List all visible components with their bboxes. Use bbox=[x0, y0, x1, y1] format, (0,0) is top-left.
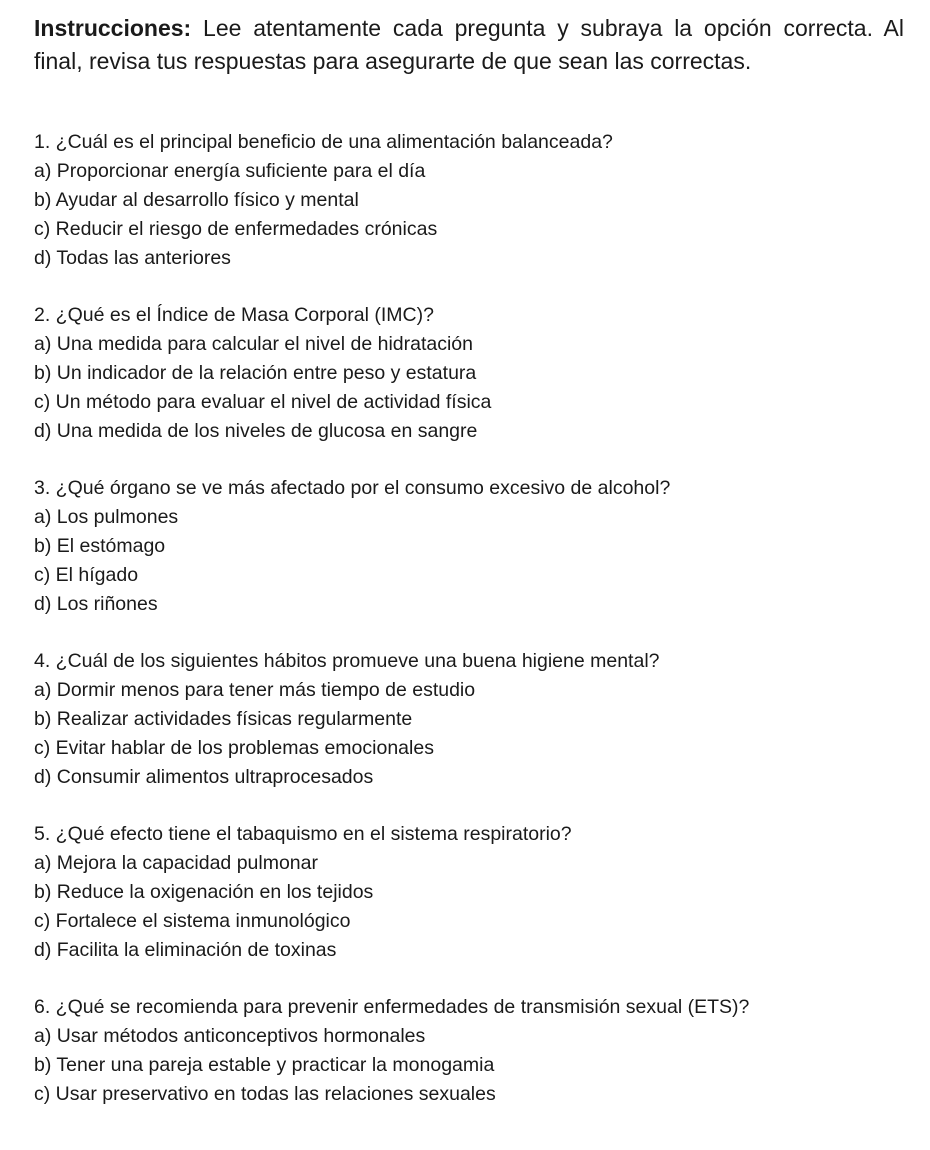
question-1-option-d[interactable]: d) Todas las anteriores bbox=[34, 247, 231, 269]
question-3-option-a[interactable]: a) Los pulmones bbox=[34, 506, 179, 528]
question-1-text: 1. ¿Cuál es el principal beneficio de una alimentación balanceada? bbox=[34, 131, 613, 153]
question-5-option-b[interactable]: b) Reduce la oxigenación en los tejidos bbox=[34, 881, 374, 903]
instructions-paragraph bbox=[34, 12, 904, 78]
question-3-option-c[interactable]: c) El hígado bbox=[34, 564, 139, 586]
question-5-option-c[interactable]: c) Fortalece el sistema inmunológico bbox=[34, 910, 351, 932]
instructions-label: Instrucciones: bbox=[34, 15, 192, 41]
question-6-option-c[interactable]: c) Usar preservativo en todas las relaciones sexuales bbox=[34, 1083, 496, 1105]
question-2-option-c[interactable]: c) Un método para evaluar el nivel de actividad física bbox=[34, 391, 492, 413]
question-2-option-d[interactable]: d) Una medida de los niveles de glucosa en sangre bbox=[34, 420, 478, 442]
question-5-option-a[interactable]: a) Mejora la capacidad pulmonar bbox=[34, 852, 318, 874]
question-4-option-c[interactable]: c) Evitar hablar de los problemas emocionales bbox=[34, 737, 434, 759]
question-6-option-a[interactable]: a) Usar métodos anticonceptivos hormonales bbox=[34, 1025, 426, 1047]
question-1-option-a[interactable]: a) Proporcionar energía suficiente para el día bbox=[34, 160, 426, 182]
question-6-text: 6. ¿Qué se recomienda para prevenir enfermedades de transmisión sexual (ETS)? bbox=[34, 996, 750, 1018]
question-2 bbox=[34, 301, 904, 446]
question-list bbox=[34, 128, 904, 1109]
question-4 bbox=[34, 647, 904, 792]
worksheet-page bbox=[34, 12, 904, 1137]
question-3-option-d[interactable]: d) Los riñones bbox=[34, 593, 158, 615]
question-4-option-d[interactable]: d) Consumir alimentos ultraprocesados bbox=[34, 766, 374, 788]
question-6 bbox=[34, 993, 904, 1109]
question-5 bbox=[34, 820, 904, 965]
instructions-text: Lee atentamente cada pregunta y subraya la opción correcta. Al final, revisa tus respuestas para asegurarte de que sean las correctas. bbox=[34, 15, 904, 74]
question-3 bbox=[34, 474, 904, 619]
question-3-text: 3. ¿Qué órgano se ve más afectado por el consumo excesivo de alcohol? bbox=[34, 477, 671, 499]
question-2-text: 2. ¿Qué es el Índice de Masa Corporal (IMC)? bbox=[34, 304, 434, 326]
question-4-text: 4. ¿Cuál de los siguientes hábitos promueve una buena higiene mental? bbox=[34, 650, 660, 672]
question-3-option-b[interactable]: b) El estómago bbox=[34, 535, 166, 557]
question-5-text: 5. ¿Qué efecto tiene el tabaquismo en el sistema respiratorio? bbox=[34, 823, 572, 845]
question-5-option-d[interactable]: d) Facilita la eliminación de toxinas bbox=[34, 939, 337, 961]
question-4-option-b[interactable]: b) Realizar actividades físicas regularmente bbox=[34, 708, 413, 730]
question-4-option-a[interactable]: a) Dormir menos para tener más tiempo de estudio bbox=[34, 679, 476, 701]
question-1 bbox=[34, 128, 904, 273]
question-6-option-b[interactable]: b) Tener una pareja estable y practicar la monogamia bbox=[34, 1054, 495, 1076]
question-1-option-c[interactable]: c) Reducir el riesgo de enfermedades crónicas bbox=[34, 218, 438, 240]
question-2-option-b[interactable]: b) Un indicador de la relación entre peso y estatura bbox=[34, 362, 477, 384]
question-1-option-b[interactable]: b) Ayudar al desarrollo físico y mental bbox=[34, 189, 359, 211]
question-2-option-a[interactable]: a) Una medida para calcular el nivel de hidratación bbox=[34, 333, 473, 355]
